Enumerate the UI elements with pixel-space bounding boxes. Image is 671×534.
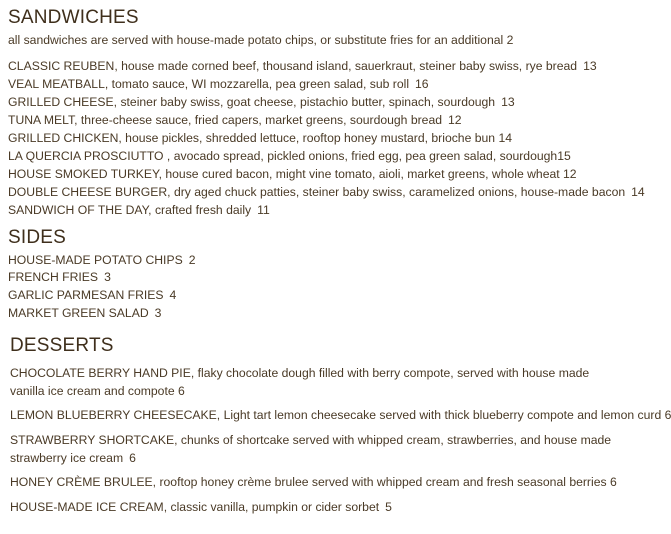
item-desc: chunks of shortcake served with whipped cream, strawberries, and house made strawberry ice cream	[10, 433, 612, 465]
dessert-item	[10, 473, 617, 491]
sides-heading: SIDES	[8, 227, 67, 248]
item-desc: rooftop honey crème brulee served with whipped cream and fresh seasonal berries	[159, 475, 607, 489]
item-price: 12	[563, 167, 577, 181]
menu-item	[8, 111, 462, 129]
item-name: CLASSIC REUBEN,	[8, 59, 118, 73]
item-name: HOUSE-MADE POTATO CHIPS	[8, 253, 183, 267]
menu-item	[8, 183, 645, 201]
menu-item	[8, 57, 597, 75]
item-name: STRAWBERRY SHORTCAKE,	[10, 433, 178, 447]
item-name: CHOCOLATE BERRY HAND PIE,	[10, 366, 195, 380]
side-item	[8, 286, 176, 304]
dessert-item	[10, 364, 622, 400]
item-desc: dry aged chuck patties, steiner baby swiss, caramelized onions, house-made bacon	[173, 185, 626, 199]
item-name: LA QUERCIA PROSCIUTTO ,	[8, 149, 171, 163]
item-price: 4	[169, 288, 177, 302]
item-desc: Light tart lemon cheesecake served with thick blueberry compote and lemon curd	[223, 408, 662, 422]
sandwiches-note: all sandwiches are served with house-made potato chips, or substitute fries for an additional 2	[8, 33, 514, 47]
item-name: GRILLED CHEESE,	[8, 95, 118, 109]
item-name: VEAL MEATBALL,	[8, 77, 109, 91]
item-name: HOUSE-MADE ICE CREAM,	[10, 500, 168, 514]
item-price: 14	[631, 185, 645, 199]
item-desc: flaky chocolate dough filled with berry compote, served with house made vanilla ice cream and compote	[10, 366, 590, 398]
item-price: 15	[557, 149, 571, 163]
menu-item	[8, 201, 270, 219]
item-name: FRENCH FRIES	[8, 270, 99, 284]
item-desc: steiner baby swiss, goat cheese, pistachio butter, spinach, sourdough	[120, 95, 496, 109]
item-price: 12	[448, 113, 462, 127]
item-price: 14	[498, 131, 513, 145]
item-name: MARKET GREEN SALAD	[8, 306, 149, 320]
item-price: 6	[129, 451, 136, 465]
item-desc: house made corned beef, thousand island, sauerkraut, steiner baby swiss, rye bread	[121, 59, 578, 73]
side-item	[8, 304, 161, 322]
item-price: 3	[104, 270, 111, 284]
item-desc: house pickles, shredded lettuce, rooftop honey mustard, brioche bun	[125, 131, 496, 145]
item-desc: tomato sauce, WI mozzarella, pea green salad, sub roll	[111, 77, 410, 91]
item-name: DOUBLE CHEESE BURGER,	[8, 185, 171, 199]
dessert-item	[10, 431, 632, 467]
item-price: 6	[609, 475, 617, 489]
item-desc: three-cheese sauce, fried capers, market greens, sourdough bread	[80, 113, 443, 127]
menu-item	[8, 147, 571, 165]
item-price: 3	[154, 306, 162, 320]
item-price: 11	[257, 203, 270, 217]
menu-item	[8, 165, 577, 183]
item-price: 5	[385, 500, 392, 514]
menu-item	[8, 93, 515, 111]
sandwiches-heading: SANDWICHES	[8, 7, 139, 28]
item-price: 16	[415, 77, 429, 91]
desserts-heading: DESSERTS	[10, 335, 114, 356]
item-name: SANDWICH OF THE DAY,	[8, 203, 152, 217]
item-name: LEMON BLUEBERRY CHEESECAKE,	[10, 408, 221, 422]
item-name: HOUSE SMOKED TURKEY,	[8, 167, 162, 181]
menu-item	[8, 129, 512, 147]
side-item	[8, 251, 196, 269]
item-name: HONEY CRÈME BRULEE,	[10, 475, 157, 489]
item-name: TUNA MELT,	[8, 113, 78, 127]
item-desc: avocado spread, pickled onions, fried egg, pea green salad, sourdough	[173, 149, 558, 163]
item-desc: house cured bacon, might vine tomato, aioli, market greens, whole wheat	[165, 167, 560, 181]
side-item	[8, 268, 111, 286]
item-price: 13	[583, 59, 597, 73]
item-price: 6	[178, 384, 185, 398]
menu-item	[8, 75, 429, 93]
item-price: 13	[501, 95, 515, 109]
item-desc: classic vanilla, pumpkin or cider sorbet	[170, 500, 380, 514]
item-price: 2	[188, 253, 196, 267]
dessert-item	[10, 498, 392, 516]
item-desc: crafted fresh daily	[154, 203, 252, 217]
item-price: 6	[664, 408, 671, 422]
dessert-item	[10, 406, 671, 424]
item-name: GRILLED CHICKEN,	[8, 131, 122, 145]
item-name: GARLIC PARMESAN FRIES	[8, 288, 164, 302]
